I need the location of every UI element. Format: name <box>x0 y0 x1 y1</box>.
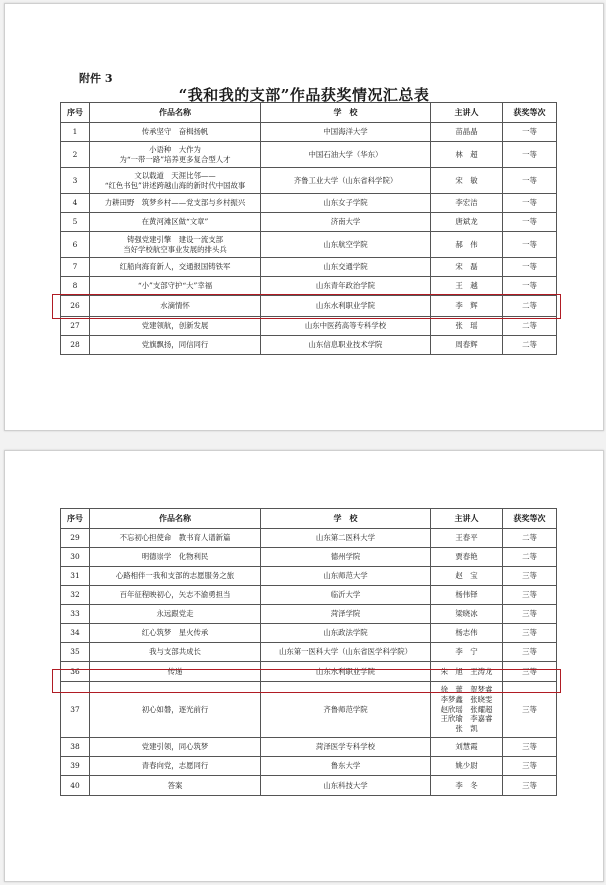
header-cell: 主讲人 <box>431 103 503 123</box>
school-name: 中国石油大学（华东） <box>261 142 431 168</box>
school-name: 山东政法学院 <box>261 624 431 643</box>
work-title: 党建领航，创新发展 <box>90 317 261 336</box>
table-row <box>61 168 557 194</box>
table-row <box>61 643 557 662</box>
speaker-name: 苗晶晶 <box>431 123 503 142</box>
row-number: 32 <box>61 586 90 605</box>
table-row <box>61 194 557 213</box>
speaker-name: 李 宁 <box>431 643 503 662</box>
table-row <box>61 123 557 142</box>
table-row <box>61 757 557 776</box>
school-name: 山东交通学院 <box>261 258 431 277</box>
work-title: 党建引领，同心筑梦 <box>90 738 261 757</box>
speaker-name: 姚少尉 <box>431 757 503 776</box>
speaker-name: 郝 伟 <box>431 232 503 258</box>
award-level: 一等 <box>503 213 557 232</box>
work-title: 党旗飘扬，同信同行 <box>90 336 261 355</box>
award-level: 二等 <box>503 529 557 548</box>
school-name: 山东师范大学 <box>261 567 431 586</box>
row-number: 31 <box>61 567 90 586</box>
award-level: 三等 <box>503 776 557 796</box>
award-level: 一等 <box>503 194 557 213</box>
table-row <box>61 142 557 168</box>
school-name: 山东中医药高等专科学校 <box>261 317 431 336</box>
work-title: 不忘初心担使命 教书育人谱新篇 <box>90 529 261 548</box>
school-name: 临沂大学 <box>261 586 431 605</box>
work-title: 我与支部共成长 <box>90 643 261 662</box>
award-level: 三等 <box>503 757 557 776</box>
work-title: 传递 <box>90 662 261 682</box>
table-row <box>61 586 557 605</box>
award-level: 三等 <box>503 624 557 643</box>
row-number: 7 <box>61 258 90 277</box>
row-number: 34 <box>61 624 90 643</box>
table-row <box>61 336 557 355</box>
row-number: 1 <box>61 123 90 142</box>
school-name: 山东第一医科大学（山东省医学科学院） <box>261 643 431 662</box>
table-row <box>61 529 557 548</box>
speaker-name: 王 越 <box>431 277 503 296</box>
school-name: 山东航空学院 <box>261 232 431 258</box>
award-level: 一等 <box>503 168 557 194</box>
award-level: 三等 <box>503 738 557 757</box>
award-level: 三等 <box>503 662 557 682</box>
award-level: 一等 <box>503 123 557 142</box>
award-level: 三等 <box>503 586 557 605</box>
table-row <box>61 738 557 757</box>
table-row <box>61 605 557 624</box>
award-table-page-2 <box>60 508 557 796</box>
header-cell: 主讲人 <box>431 509 503 529</box>
table-row <box>61 258 557 277</box>
row-number: 35 <box>61 643 90 662</box>
table-row <box>61 567 557 586</box>
row-number: 33 <box>61 605 90 624</box>
work-title: 心路相伴一我和支部的志愿服务之旅 <box>90 567 261 586</box>
work-title: 百年征程映初心，矢志不渝勇担当 <box>90 586 261 605</box>
work-title: 明德崇学 化物利民 <box>90 548 261 567</box>
speaker-name: 朱 旭 王涛龙 <box>431 662 503 682</box>
work-title: 传承坚守 奋楫扬帆 <box>90 123 261 142</box>
speaker-name: 杨伟铎 <box>431 586 503 605</box>
row-number: 6 <box>61 232 90 258</box>
speaker-name: 赵 宝 <box>431 567 503 586</box>
header-cell: 序号 <box>61 509 90 529</box>
header-cell: 作品名称 <box>90 103 261 123</box>
school-name: 山东水利职业学院 <box>261 662 431 682</box>
table-header-row <box>61 103 557 123</box>
table-row <box>61 277 557 296</box>
header-cell: 序号 <box>61 103 90 123</box>
school-name: 济南大学 <box>261 213 431 232</box>
work-title: 水滴情怀 <box>90 296 261 317</box>
speaker-name: 林 超 <box>431 142 503 168</box>
table-row <box>61 624 557 643</box>
table-header-row <box>61 509 557 529</box>
speaker-name: 李 辉 <box>431 296 503 317</box>
row-number: 27 <box>61 317 90 336</box>
speaker-name: 王春平 <box>431 529 503 548</box>
award-level: 三等 <box>503 682 557 738</box>
header-cell: 获奖等次 <box>503 103 557 123</box>
document-title: “我和我的支部”作品获奖情况汇总表 <box>178 86 430 104</box>
speaker-name: 宋 磊 <box>431 258 503 277</box>
table-row <box>61 776 557 796</box>
table-row <box>61 317 557 336</box>
header-cell: 获奖等次 <box>503 509 557 529</box>
award-level: 二等 <box>503 548 557 567</box>
table-row <box>61 662 557 682</box>
row-number: 39 <box>61 757 90 776</box>
school-name: 鲁东大学 <box>261 757 431 776</box>
speaker-name: 杨志伟 <box>431 624 503 643</box>
row-number: 40 <box>61 776 90 796</box>
work-title: “小”支部守护“大”幸福 <box>90 277 261 296</box>
work-title: 青春向党，志愿同行 <box>90 757 261 776</box>
row-number: 29 <box>61 529 90 548</box>
speaker-name: 刘慧霞 <box>431 738 503 757</box>
award-level: 一等 <box>503 232 557 258</box>
table-row <box>61 232 557 258</box>
row-number: 8 <box>61 277 90 296</box>
row-number: 4 <box>61 194 90 213</box>
table-row <box>61 548 557 567</box>
document-page-2 <box>4 450 604 882</box>
header-cell: 作品名称 <box>90 509 261 529</box>
header-cell: 学 校 <box>261 509 431 529</box>
speaker-name: 李 冬 <box>431 776 503 796</box>
row-number: 38 <box>61 738 90 757</box>
row-number: 28 <box>61 336 90 355</box>
speaker-name: 宋 敏 <box>431 168 503 194</box>
school-name: 德州学院 <box>261 548 431 567</box>
speaker-name: 周春辉 <box>431 336 503 355</box>
table-row <box>61 296 557 317</box>
school-name: 菏泽医学专科学校 <box>261 738 431 757</box>
row-number: 36 <box>61 662 90 682</box>
speaker-name: 唐斌龙 <box>431 213 503 232</box>
school-name: 山东科技大学 <box>261 776 431 796</box>
speaker-name: 梁晓冰 <box>431 605 503 624</box>
row-number: 37 <box>61 682 90 738</box>
school-name: 菏泽学院 <box>261 605 431 624</box>
row-number: 26 <box>61 296 90 317</box>
school-name: 中国海洋大学 <box>261 123 431 142</box>
row-number: 30 <box>61 548 90 567</box>
work-title: 红心筑梦 星火传承 <box>90 624 261 643</box>
work-title: 力耕田野 筑梦乡村——党支部与乡村振兴 <box>90 194 261 213</box>
award-level: 三等 <box>503 643 557 662</box>
speaker-name: 张 瑶 <box>431 317 503 336</box>
award-level: 二等 <box>503 317 557 336</box>
work-title: 小语种 大作为 为“一带一路”培养更多复合型人才 <box>90 142 261 168</box>
speaker-name: 贾春艳 <box>431 548 503 567</box>
table-row <box>61 213 557 232</box>
work-title: 铸强党建引擎 建设一流支部 当好学校航空事业发展的排头兵 <box>90 232 261 258</box>
header-cell: 学 校 <box>261 103 431 123</box>
work-title: 答案 <box>90 776 261 796</box>
award-level: 一等 <box>503 142 557 168</box>
work-title: 在黄河滩区做“文章” <box>90 213 261 232</box>
school-name: 齐鲁工业大学（山东省科学院） <box>261 168 431 194</box>
work-title: 文以载道 天涯比邻—— “红色书包”讲述跨越山海的新时代中国故事 <box>90 168 261 194</box>
work-title: 永远跟党走 <box>90 605 261 624</box>
work-title: 红船向海育新人，交通报国铸铁军 <box>90 258 261 277</box>
school-name: 山东女子学院 <box>261 194 431 213</box>
row-number: 5 <box>61 213 90 232</box>
award-level: 三等 <box>503 567 557 586</box>
document-page-1 <box>4 3 604 431</box>
table-row <box>61 682 557 738</box>
award-level: 三等 <box>503 605 557 624</box>
award-level: 一等 <box>503 258 557 277</box>
award-level: 二等 <box>503 296 557 317</box>
attachment-label: 附件 3 <box>79 72 113 85</box>
school-name: 山东青年政治学院 <box>261 277 431 296</box>
school-name: 山东水利职业学院 <box>261 296 431 317</box>
speaker-name: 李宏洁 <box>431 194 503 213</box>
school-name: 齐鲁师范学院 <box>261 682 431 738</box>
school-name: 山东第二医科大学 <box>261 529 431 548</box>
row-number: 2 <box>61 142 90 168</box>
award-level: 二等 <box>503 336 557 355</box>
speaker-name: 徐 蕾 贺梦睿 李梦鑫 张晓雯 赵欣瑶 张耀超 王欣瑜 李嘉睿 张 凯 <box>431 682 503 738</box>
award-table-page-1 <box>60 102 557 355</box>
award-level: 一等 <box>503 277 557 296</box>
row-number: 3 <box>61 168 90 194</box>
work-title: 初心如磐，逐光前行 <box>90 682 261 738</box>
school-name: 山东信息职业技术学院 <box>261 336 431 355</box>
